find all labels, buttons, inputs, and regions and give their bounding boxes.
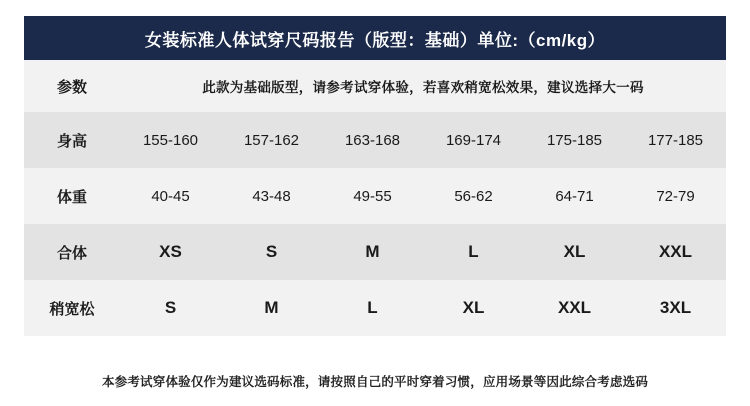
fitted-size-6: XXL (658, 242, 693, 261)
loose-size-4: XL (462, 298, 485, 317)
row-label-weight: 体重 (56, 188, 87, 206)
height-value-6: 177-185 (647, 131, 704, 149)
footer-note: 本参考试穿体验仅作为建议选码标准，请按照自己的平时穿着习惯，应用场景等因此综合考虑选码 (101, 375, 649, 389)
page-title: 女装标准人体试穿尺码报告（版型：基础）单位:（cm/kg） (144, 30, 606, 50)
weight-value-5: 64-71 (555, 187, 594, 205)
fitted-size-4: L (468, 242, 479, 261)
loose-size-6: 3XL (659, 298, 692, 317)
table-row-fitted (24, 224, 726, 280)
height-value-3: 163-168 (344, 131, 401, 149)
weight-value-6: 72-79 (656, 187, 695, 205)
weight-value-2: 43-48 (252, 187, 291, 205)
note-text: 此款为基础版型，请参考试穿体验，若喜欢稍宽松效果，建议选择大一码 (202, 80, 644, 95)
weight-value-3: 49-55 (353, 187, 392, 205)
fitted-size-5: XL (563, 242, 586, 261)
row-label-parameter: 参数 (56, 78, 87, 96)
fitted-size-2: S (265, 242, 278, 261)
row-label-height: 身高 (56, 132, 87, 150)
table-row-note (24, 60, 726, 112)
fitted-size-1: XS (159, 242, 182, 261)
table-row-loose (24, 280, 726, 336)
height-value-5: 175-185 (546, 131, 603, 149)
row-label-loose: 稍宽松 (49, 300, 95, 318)
height-value-4: 169-174 (445, 131, 502, 149)
height-value-2: 157-162 (243, 131, 300, 149)
table-row-weight (24, 168, 726, 224)
document-title-bar (24, 16, 726, 60)
loose-size-1: S (164, 298, 177, 317)
weight-value-4: 56-62 (454, 187, 493, 205)
size-table (24, 60, 726, 336)
table-row-height (24, 112, 726, 168)
row-label-fitted: 合体 (56, 244, 87, 262)
height-value-1: 155-160 (142, 131, 199, 149)
weight-value-1: 40-45 (151, 187, 190, 205)
fitted-size-3: M (365, 242, 380, 261)
loose-size-3: L (367, 298, 378, 317)
loose-size-5: XXL (557, 298, 592, 317)
loose-size-2: M (264, 298, 279, 317)
